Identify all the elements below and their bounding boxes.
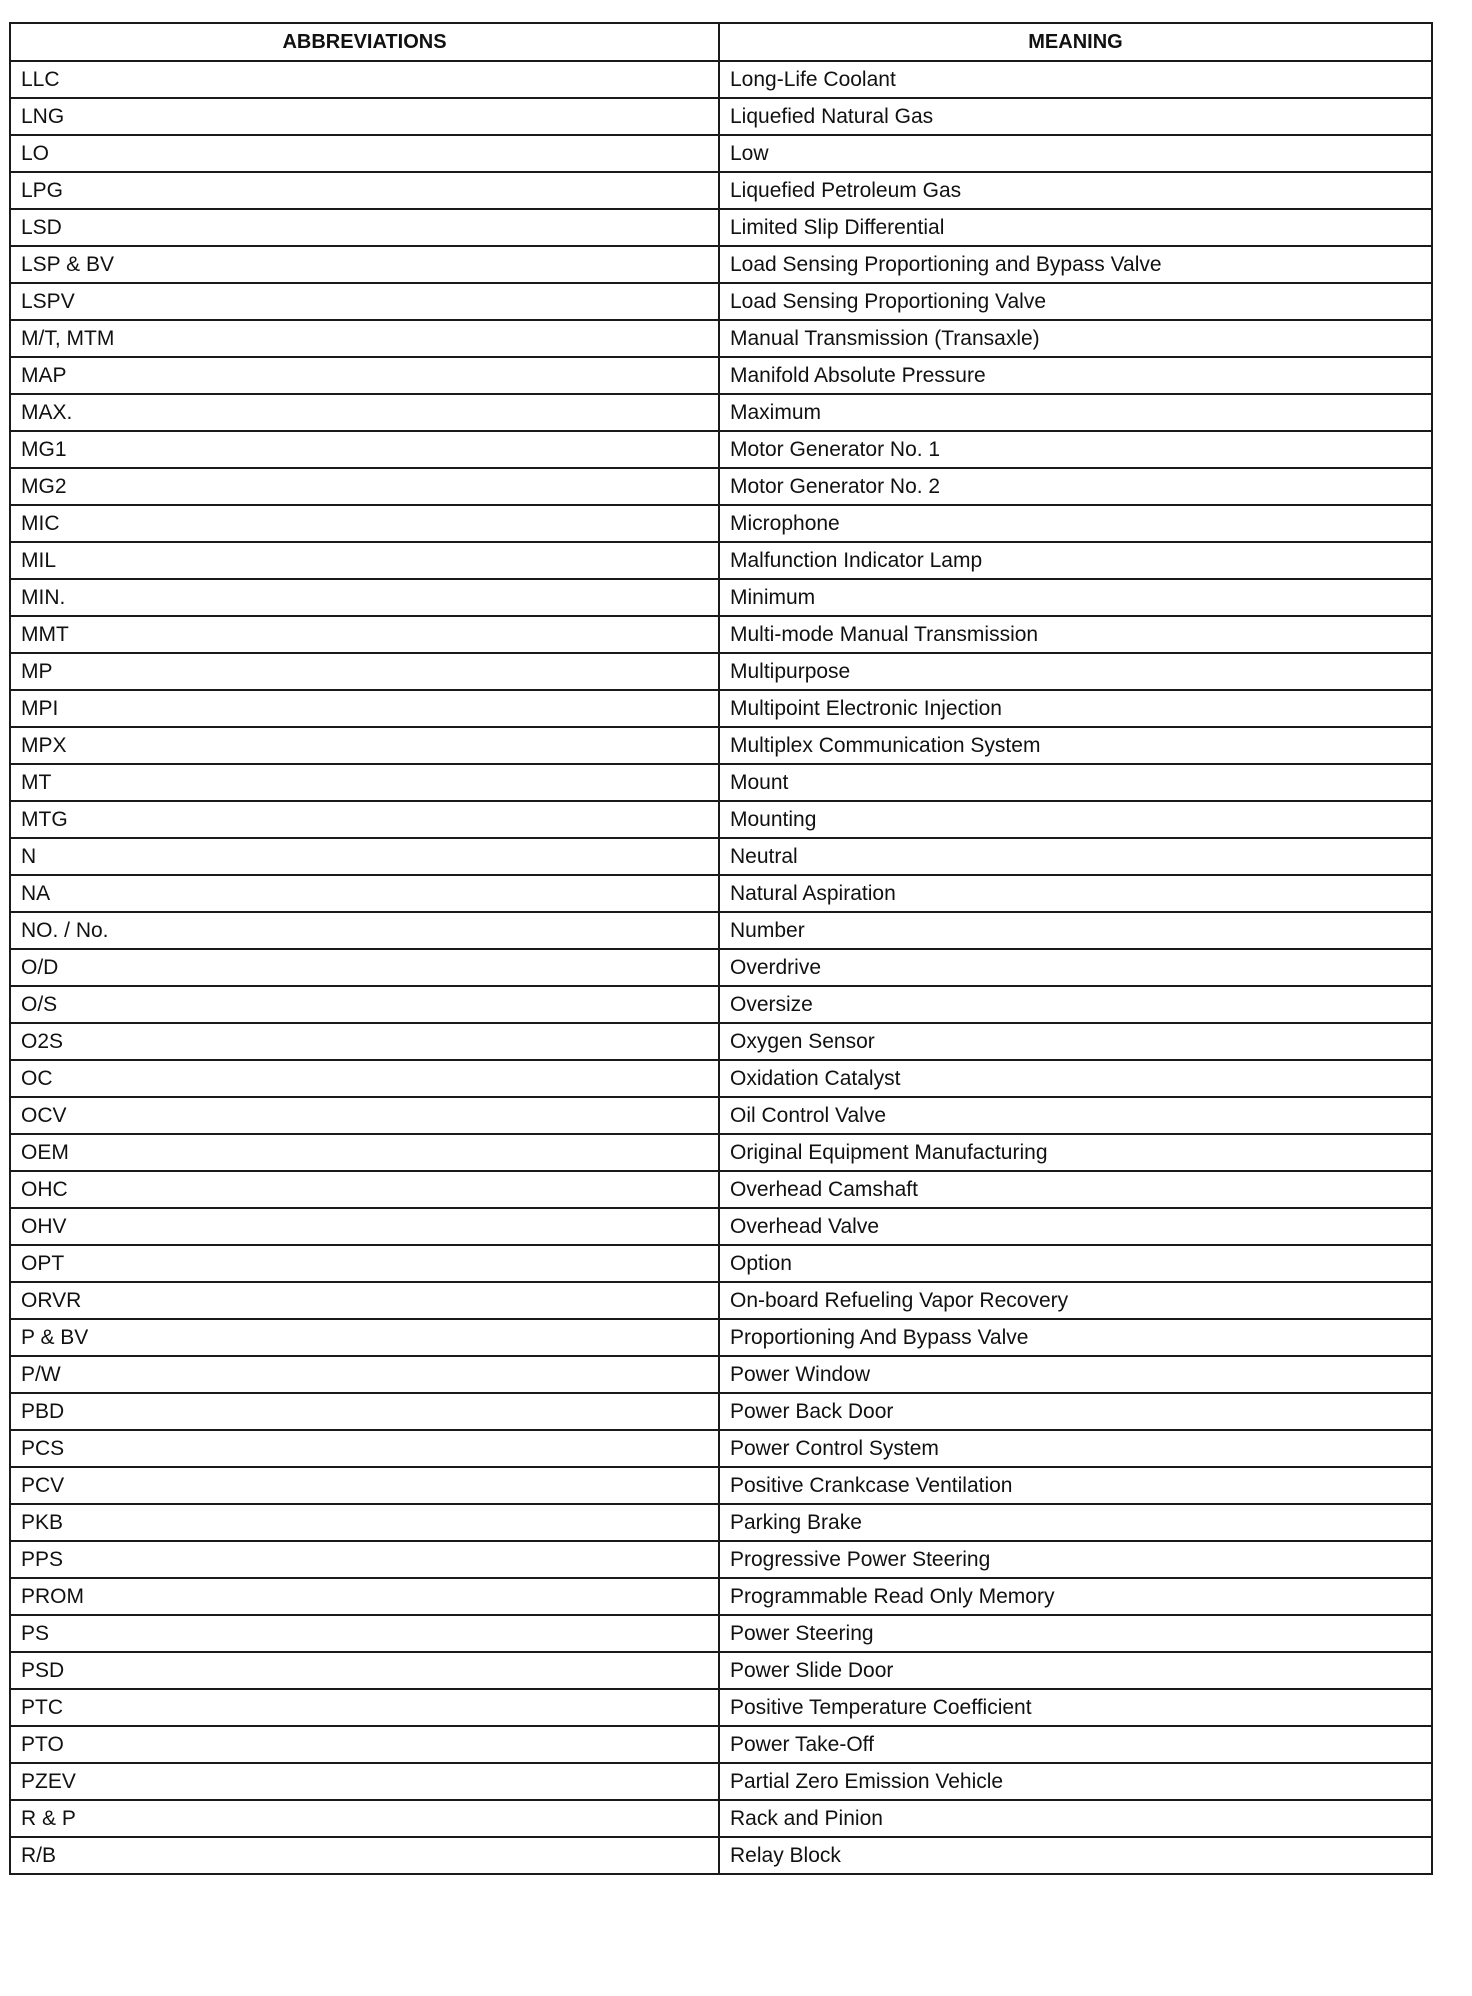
abbreviation-cell: MG1 — [10, 431, 719, 468]
table-row — [10, 1541, 1432, 1578]
meaning-cell: Microphone — [719, 505, 1432, 542]
abbreviation-cell: MP — [10, 653, 719, 690]
abbreviation-cell: NA — [10, 875, 719, 912]
abbreviation-cell: PPS — [10, 1541, 719, 1578]
meaning-cell: Limited Slip Differential — [719, 209, 1432, 246]
meaning-cell: Number — [719, 912, 1432, 949]
abbreviation-cell: MAX. — [10, 394, 719, 431]
abbreviation-cell: OPT — [10, 1245, 719, 1282]
abbreviation-cell: MTG — [10, 801, 719, 838]
table-row — [10, 1393, 1432, 1430]
table-row — [10, 1208, 1432, 1245]
table-row — [10, 172, 1432, 209]
table-row — [10, 616, 1432, 653]
meaning-cell: Rack and Pinion — [719, 1800, 1432, 1837]
meaning-cell: Positive Temperature Coefficient — [719, 1689, 1432, 1726]
meaning-cell: Option — [719, 1245, 1432, 1282]
table-row — [10, 838, 1432, 875]
abbreviation-cell: PCS — [10, 1430, 719, 1467]
meaning-cell: Power Steering — [719, 1615, 1432, 1652]
abbreviation-cell: LPG — [10, 172, 719, 209]
table-row — [10, 1430, 1432, 1467]
meaning-cell: Manual Transmission (Transaxle) — [719, 320, 1432, 357]
meaning-cell: Parking Brake — [719, 1504, 1432, 1541]
table-row — [10, 1060, 1432, 1097]
table-row — [10, 246, 1432, 283]
abbreviation-cell: ORVR — [10, 1282, 719, 1319]
meaning-cell: Minimum — [719, 579, 1432, 616]
table-row — [10, 431, 1432, 468]
meaning-cell: Power Take-Off — [719, 1726, 1432, 1763]
table-row — [10, 653, 1432, 690]
abbreviation-cell: MMT — [10, 616, 719, 653]
table-row — [10, 283, 1432, 320]
table-row — [10, 468, 1432, 505]
abbreviation-cell: PTC — [10, 1689, 719, 1726]
table-row — [10, 1689, 1432, 1726]
table-row — [10, 912, 1432, 949]
meaning-cell: Oxygen Sensor — [719, 1023, 1432, 1060]
table-row — [10, 1652, 1432, 1689]
abbreviation-cell: OHC — [10, 1171, 719, 1208]
abbreviation-cell: MPX — [10, 727, 719, 764]
table-row — [10, 505, 1432, 542]
meaning-cell: Manifold Absolute Pressure — [719, 357, 1432, 394]
abbreviation-cell: PROM — [10, 1578, 719, 1615]
meaning-cell: Low — [719, 135, 1432, 172]
meaning-cell: Liquefied Natural Gas — [719, 98, 1432, 135]
abbreviation-cell: PS — [10, 1615, 719, 1652]
table-row — [10, 986, 1432, 1023]
meaning-cell: Multi-mode Manual Transmission — [719, 616, 1432, 653]
meaning-cell: Mount — [719, 764, 1432, 801]
abbreviation-cell: R/B — [10, 1837, 719, 1874]
meaning-cell: Multipurpose — [719, 653, 1432, 690]
abbreviation-cell: LSP & BV — [10, 246, 719, 283]
abbreviation-cell: O/S — [10, 986, 719, 1023]
header-meaning: MEANING — [719, 23, 1432, 61]
table-header-row — [10, 23, 1432, 61]
abbreviation-cell: OEM — [10, 1134, 719, 1171]
abbreviation-cell: M/T, MTM — [10, 320, 719, 357]
table-row — [10, 875, 1432, 912]
table-row — [10, 1134, 1432, 1171]
meaning-cell: Original Equipment Manufacturing — [719, 1134, 1432, 1171]
table-row — [10, 357, 1432, 394]
abbreviation-cell: MAP — [10, 357, 719, 394]
table-row — [10, 690, 1432, 727]
abbreviation-cell: MIL — [10, 542, 719, 579]
meaning-cell: Neutral — [719, 838, 1432, 875]
table-row — [10, 1282, 1432, 1319]
abbreviation-cell: R & P — [10, 1800, 719, 1837]
table-row — [10, 1726, 1432, 1763]
abbreviation-cell: P/W — [10, 1356, 719, 1393]
meaning-cell: Overdrive — [719, 949, 1432, 986]
meaning-cell: Maximum — [719, 394, 1432, 431]
table-row — [10, 764, 1432, 801]
table-row — [10, 1023, 1432, 1060]
meaning-cell: Relay Block — [719, 1837, 1432, 1874]
table-row — [10, 135, 1432, 172]
meaning-cell: Multiplex Communication System — [719, 727, 1432, 764]
abbreviations-table — [9, 22, 1433, 1875]
abbreviation-cell: O2S — [10, 1023, 719, 1060]
meaning-cell: Liquefied Petroleum Gas — [719, 172, 1432, 209]
meaning-cell: Long-Life Coolant — [719, 61, 1432, 98]
meaning-cell: Positive Crankcase Ventilation — [719, 1467, 1432, 1504]
table-row — [10, 1356, 1432, 1393]
meaning-cell: Proportioning And Bypass Valve — [719, 1319, 1432, 1356]
meaning-cell: Programmable Read Only Memory — [719, 1578, 1432, 1615]
abbreviation-cell: OC — [10, 1060, 719, 1097]
table-row — [10, 1467, 1432, 1504]
abbreviation-cell: PCV — [10, 1467, 719, 1504]
table-row — [10, 1837, 1432, 1874]
meaning-cell: Natural Aspiration — [719, 875, 1432, 912]
meaning-cell: Load Sensing Proportioning and Bypass Valve — [719, 246, 1432, 283]
table-row — [10, 1578, 1432, 1615]
table-row — [10, 98, 1432, 135]
meaning-cell: Motor Generator No. 1 — [719, 431, 1432, 468]
abbreviation-cell: NO. / No. — [10, 912, 719, 949]
abbreviation-cell: LSD — [10, 209, 719, 246]
abbreviation-cell: N — [10, 838, 719, 875]
meaning-cell: Oil Control Valve — [719, 1097, 1432, 1134]
abbreviation-cell: P & BV — [10, 1319, 719, 1356]
table-row — [10, 579, 1432, 616]
abbreviation-cell: LSPV — [10, 283, 719, 320]
abbreviation-cell: MIN. — [10, 579, 719, 616]
meaning-cell: Oversize — [719, 986, 1432, 1023]
meaning-cell: Multipoint Electronic Injection — [719, 690, 1432, 727]
meaning-cell: Motor Generator No. 2 — [719, 468, 1432, 505]
meaning-cell: Power Slide Door — [719, 1652, 1432, 1689]
abbreviation-cell: PSD — [10, 1652, 719, 1689]
meaning-cell: Power Back Door — [719, 1393, 1432, 1430]
table-row — [10, 801, 1432, 838]
table-row — [10, 320, 1432, 357]
table-row — [10, 209, 1432, 246]
abbreviation-cell: LNG — [10, 98, 719, 135]
meaning-cell: Overhead Camshaft — [719, 1171, 1432, 1208]
abbreviation-cell: PBD — [10, 1393, 719, 1430]
header-abbreviations: ABBREVIATIONS — [10, 23, 719, 61]
table-row — [10, 61, 1432, 98]
meaning-cell: Partial Zero Emission Vehicle — [719, 1763, 1432, 1800]
table-row — [10, 1800, 1432, 1837]
abbreviation-cell: O/D — [10, 949, 719, 986]
table-row — [10, 394, 1432, 431]
table-row — [10, 1245, 1432, 1282]
abbreviation-cell: PZEV — [10, 1763, 719, 1800]
table-row — [10, 542, 1432, 579]
meaning-cell: Oxidation Catalyst — [719, 1060, 1432, 1097]
table-row — [10, 1763, 1432, 1800]
meaning-cell: Power Control System — [719, 1430, 1432, 1467]
meaning-cell: Malfunction Indicator Lamp — [719, 542, 1432, 579]
table-row — [10, 1615, 1432, 1652]
abbreviation-cell: MT — [10, 764, 719, 801]
table-row — [10, 1504, 1432, 1541]
table-row — [10, 1171, 1432, 1208]
abbreviation-cell: OHV — [10, 1208, 719, 1245]
abbreviation-cell: LLC — [10, 61, 719, 98]
meaning-cell: Mounting — [719, 801, 1432, 838]
table-row — [10, 1097, 1432, 1134]
table-row — [10, 1319, 1432, 1356]
abbreviation-cell: MG2 — [10, 468, 719, 505]
abbreviation-cell: OCV — [10, 1097, 719, 1134]
table-body — [10, 61, 1432, 1874]
meaning-cell: Overhead Valve — [719, 1208, 1432, 1245]
abbreviation-cell: MPI — [10, 690, 719, 727]
table-row — [10, 949, 1432, 986]
abbreviation-cell: PTO — [10, 1726, 719, 1763]
abbreviation-cell: LO — [10, 135, 719, 172]
meaning-cell: On-board Refueling Vapor Recovery — [719, 1282, 1432, 1319]
meaning-cell: Power Window — [719, 1356, 1432, 1393]
table-row — [10, 727, 1432, 764]
abbreviation-cell: MIC — [10, 505, 719, 542]
abbreviation-cell: PKB — [10, 1504, 719, 1541]
meaning-cell: Load Sensing Proportioning Valve — [719, 283, 1432, 320]
meaning-cell: Progressive Power Steering — [719, 1541, 1432, 1578]
